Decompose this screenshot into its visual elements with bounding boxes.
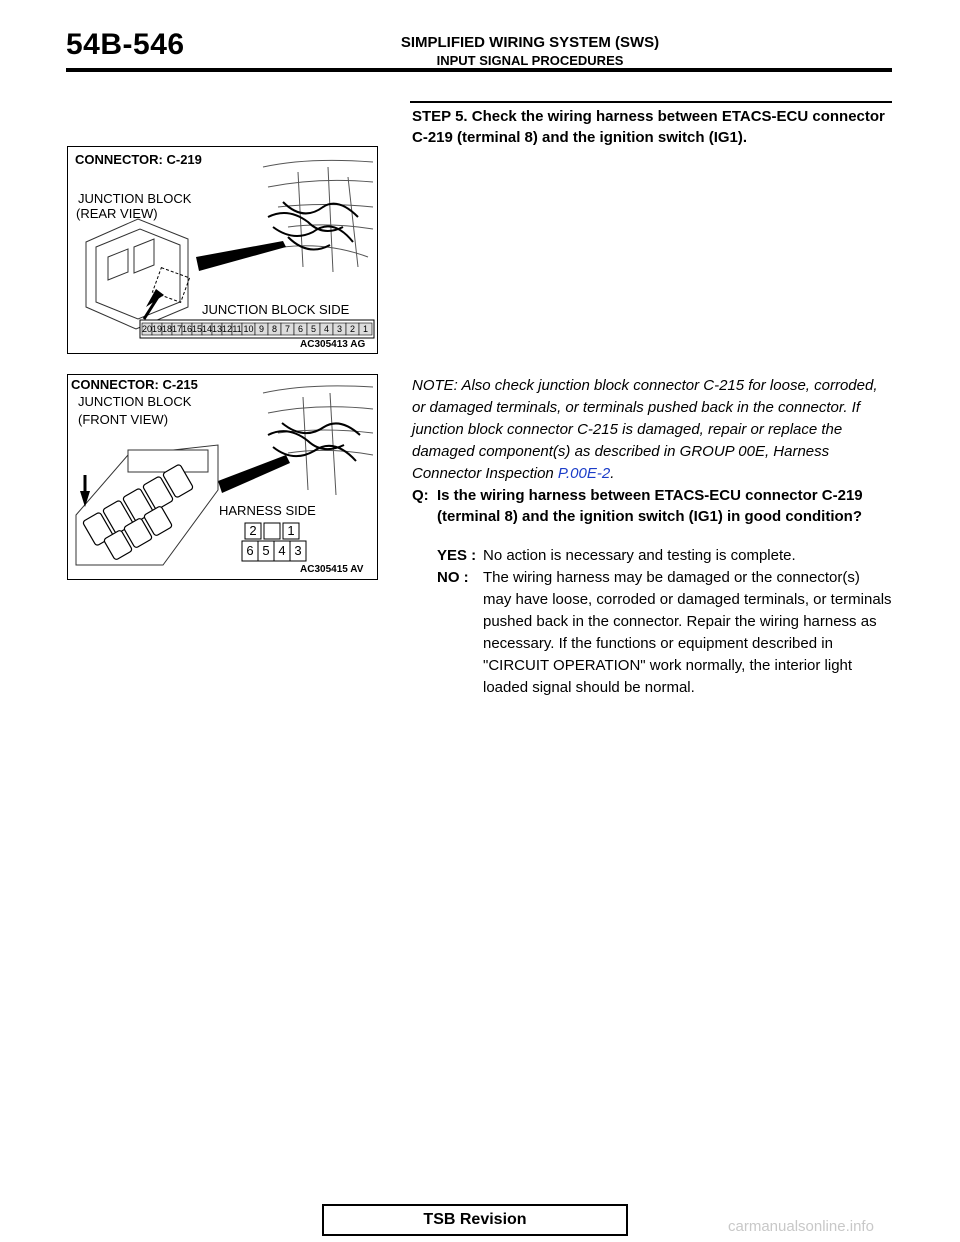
question-mark: Q: <box>412 487 429 504</box>
side-label: HARNESS SIDE <box>219 503 316 518</box>
header-divider <box>66 68 892 72</box>
answer-yes-text: No action is necessary and testing is complete. <box>483 547 796 564</box>
c219-terminal-10: 10 <box>243 324 254 334</box>
c219-terminal-15: 15 <box>192 324 203 334</box>
c219-terminal-8: 8 <box>271 324 277 334</box>
c219-terminal-3: 3 <box>336 324 342 334</box>
note-end: . <box>610 465 615 482</box>
c215-terminal-bottom-4: 4 <box>278 543 286 558</box>
connector-label: CONNECTOR: C-215 <box>71 377 198 392</box>
watermark: carmanualsonline.info <box>728 1218 874 1235</box>
c215-terminal-top-2: 2 <box>249 523 257 538</box>
c215-terminal-bottom-3: 3 <box>294 543 302 558</box>
answer-no-text: The wiring harness may be damaged or the connector(s) may have loose, corroded or damaged terminals, or terminals pushed back in the connector. Repair the wiring harness as necessary. If the functions or equipment described in "CIRCUIT OPERATION" work normally, the interior light loaded signal should be normal. <box>483 569 892 696</box>
c215-terminal-top-1: 1 <box>287 523 295 538</box>
c219-terminal-11: 11 <box>232 324 242 334</box>
c219-terminal-4: 4 <box>323 324 329 334</box>
c219-terminal-9: 9 <box>258 324 264 334</box>
section-title: SIMPLIFIED WIRING SYSTEM (SWS) <box>400 34 660 51</box>
section-subtitle: INPUT SIGNAL PROCEDURES <box>436 53 624 68</box>
c219-terminal-1: 1 <box>362 324 368 334</box>
harness-inspection-link[interactable]: P.00E-2 <box>557 465 611 482</box>
step-divider <box>410 101 892 103</box>
figure-id: AC305415 AV <box>300 564 364 575</box>
view-label-line2: (REAR VIEW) <box>76 206 158 221</box>
question-block <box>412 485 892 527</box>
page-number: 54B-546 <box>66 28 185 61</box>
side-label: JUNCTION BLOCK SIDE <box>202 302 350 317</box>
inspection-note <box>412 375 892 485</box>
question-text: Is the wiring harness between ETACS-ECU connector C-219 (terminal 8) and the ignition switch (IG1) in good condition? <box>437 487 863 525</box>
c219-terminal-12: 12 <box>222 324 233 334</box>
c219-terminal-14: 14 <box>202 324 213 334</box>
c219-terminal-19: 19 <box>152 324 163 334</box>
c219-terminal-5: 5 <box>310 324 316 334</box>
step-heading: STEP 5. Check the wiring harness between ETACS-ECU connector C-219 (terminal 8) and the ignition switch (IG1). <box>412 108 885 146</box>
tsb-revision-box: TSB Revision <box>322 1204 628 1236</box>
c219-terminal-6: 6 <box>297 324 303 334</box>
c219-terminal-18: 18 <box>162 324 173 334</box>
figure-id: AC305413 AG <box>300 339 366 350</box>
answer-no-key: NO : <box>437 569 469 586</box>
c219-terminal-16: 16 <box>182 324 193 334</box>
connector-c219-figure <box>67 146 378 354</box>
view-label-line1: JUNCTION BLOCK <box>78 394 192 409</box>
connector-label: CONNECTOR: C-219 <box>75 152 202 167</box>
c215-terminal-bottom-6: 6 <box>246 543 254 558</box>
c219-terminal-13: 13 <box>212 324 223 334</box>
c215-terminal-bottom-5: 5 <box>262 543 270 558</box>
view-label-line2: (FRONT VIEW) <box>78 412 169 427</box>
answer-no <box>437 567 892 699</box>
c219-terminal-20: 20 <box>142 324 153 334</box>
note-text: NOTE: Also check junction block connector C-215 for loose, corroded, or damaged terminals, or terminals pushed back in the connector. If junction block connector C-215 is damaged, repair or replace the damaged component(s) as described in GROUP 00E, Harness Connector Inspection <box>412 377 878 482</box>
c219-terminal-7: 7 <box>284 324 290 334</box>
answer-yes <box>437 545 892 567</box>
c219-terminal-17: 17 <box>172 324 183 334</box>
answer-yes-key: YES : <box>437 547 477 564</box>
connector-c215-figure <box>67 374 378 580</box>
view-label-line1: JUNCTION BLOCK <box>78 191 192 206</box>
c219-terminal-2: 2 <box>349 324 355 334</box>
